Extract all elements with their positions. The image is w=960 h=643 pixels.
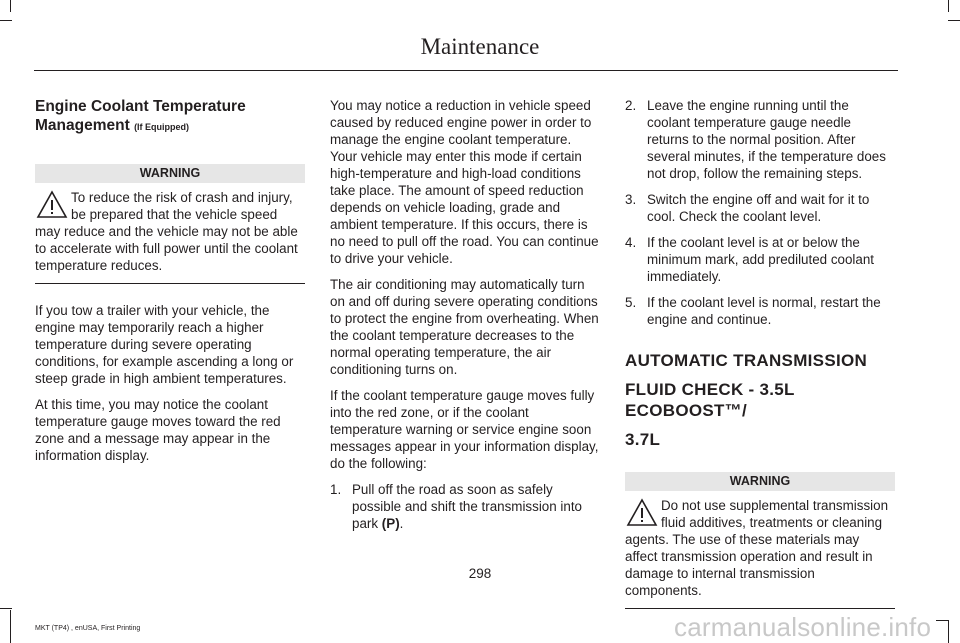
step-list (625, 97, 895, 328)
crop-mark (948, 620, 949, 643)
step-number: 4. (625, 235, 637, 250)
warning-label: WARNING (625, 472, 895, 491)
step-number: 2. (625, 98, 637, 113)
warning-text: To reduce the risk of crash and injury, be prepared that the vehicle speed may reduce and the vehicle may not be able to accelerate with full power until the coolant temperature reduces. (35, 190, 298, 273)
paragraph: The air conditioning may automatically turn on and off during severe operating conditions to protect the engine from overheating. When the coolant temperature decreases to the normal operating temperature, the air conditioning turns on. (330, 277, 599, 377)
step-number: 5. (625, 295, 637, 310)
step-list (330, 481, 600, 532)
header-divider (34, 70, 898, 71)
crop-mark (0, 608, 12, 609)
warning-label: WARNING (35, 164, 305, 183)
list-item (625, 97, 895, 182)
crop-mark (948, 20, 960, 21)
heading-line: FLUID CHECK - 3.5L ECOBOOST™/ (625, 380, 795, 420)
paragraph: If the coolant temperature gauge moves fully into the red zone, or if the coolant temperature warning or service engine soon messages appear in your information display, do the following: (330, 388, 599, 471)
heading-line: AUTOMATIC TRANSMISSION (625, 351, 868, 370)
park-symbol: (P) (381, 516, 400, 531)
list-item (625, 191, 895, 225)
list-item (625, 294, 895, 328)
crop-mark (0, 20, 12, 21)
step-number: 1. (330, 482, 342, 497)
step-text: If the coolant level is normal, restart the engine and continue. (647, 295, 881, 327)
warning-triangle-icon (35, 189, 69, 221)
paragraph: You may notice a reduction in vehicle speed caused by reduced engine power in order to manage the engine coolant temperature. Your vehicle may enter this mode if certain high-temperature and high-load conditions take place. The amount of speed reduction depends on vehicle loading, grade and ambient temperature. If this occurs, there is no need to pull off the road. You can continue to drive your vehicle. (330, 98, 599, 266)
crop-mark (948, 0, 949, 12)
column-left (35, 97, 305, 473)
step-end: . (399, 516, 404, 531)
list-item (330, 481, 600, 532)
paragraph: At this time, you may notice the coolant temperature gauge moves toward the red zone and a message may appear in the information display. (35, 397, 281, 463)
section-heading (35, 97, 305, 137)
page-number: 298 (468, 566, 492, 581)
section-heading (625, 350, 895, 450)
page-header-title: Maintenance (420, 34, 540, 59)
warning-box (625, 497, 895, 609)
step-text: If the coolant level is at or below the minimum mark, add prediluted coolant immediately. (647, 235, 875, 284)
list-item (625, 234, 895, 285)
crop-mark (936, 620, 948, 621)
warning-box (35, 189, 305, 284)
crop-mark (10, 610, 11, 643)
step-text: Leave the engine running until the coolant temperature gauge needle returns to the normal position. After several minutes, if the temperature does not drop, follow the remaining steps. (647, 98, 886, 181)
heading-line: 3.7L (625, 430, 661, 449)
footer-text: MKT (TP4) , enUSA, First Printing (35, 625, 141, 632)
step-number: 3. (625, 192, 637, 207)
step-text: Switch the engine off and wait for it to cool. Check the coolant level. (647, 192, 870, 224)
step-text: Pull off the road as soon as safely possible and shift the transmission into park (352, 482, 582, 531)
crop-mark (10, 0, 11, 12)
warning-text: Do not use supplemental transmission fluid additives, treatments or cleaning agents. The use of these materials may affect transmission operation and result in damage to internal transmission components. (625, 498, 889, 598)
column-right (625, 97, 895, 627)
warning-triangle-icon (625, 497, 659, 529)
paragraph: If you tow a trailer with your vehicle, the engine may temporarily reach a higher temperature during severe operating conditions, for example ascending a long or steep grade in high ambient temperatures. (35, 303, 294, 386)
heading-text: Engine Coolant Temperature Management (35, 98, 246, 134)
heading-note: (If Equipped) (134, 122, 190, 132)
watermark: carmanualsonline.info (674, 612, 932, 642)
column-middle (330, 97, 600, 541)
